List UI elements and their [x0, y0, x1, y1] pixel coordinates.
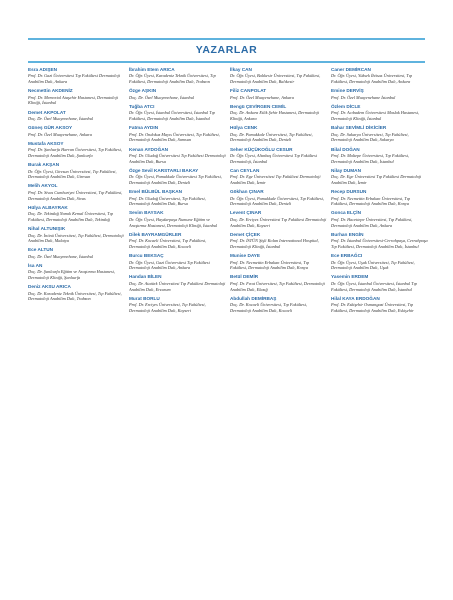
- author-name: Hülya CENK: [230, 125, 258, 131]
- author-affiliation: Prof. Dr. Maltepe Üniversitesi, Tıp Fakültesi, Dermatoloji Anabilim Dalı, İstanbul: [331, 152, 410, 164]
- author-entry: [331, 253, 428, 271]
- author-affiliation: Prof. Dr. Necmettin Erbakan Üniversitesi, Tıp Fakültesi, Dermatoloji Anabilim Dalı, Konya: [230, 259, 310, 271]
- author-entry: [28, 226, 125, 244]
- author-entry: [331, 168, 428, 186]
- author-entry: [129, 88, 226, 100]
- author-affiliation: Prof. Dr. Ege Üniversitesi Tıp Fakültesi Dermatoloji Anabilim Dalı, İzmir: [230, 174, 321, 185]
- author-name: Caner DEMİRCAN: [331, 67, 371, 72]
- author-affiliation: Doç. Dr. Pamukkale Üniversitesi, Tıp Fakültesi, Dermatoloji Anabilim Dalı, Denizli: [230, 131, 313, 143]
- author-affiliation: Prof. Dr. Fırat Üniversitesi, Tıp Fakültesi, Dermatoloji Anabilim Dalı, Elazığ: [230, 280, 325, 292]
- author-affiliation: Dr. Öğr. Üyesi, İstanbul Üniversitesi, İstanbul Tıp Fakültesi, Dermatoloji Anabilim Dalı, İstanbul: [129, 110, 215, 122]
- author-affiliation: Prof. Dr. Uludağ Üniversitesi, Tıp Fakültesi, Dermatoloji Anabilim Dalı, Bursa: [129, 195, 206, 207]
- author-affiliation: Prof. Dr. Gazi Üniversitesi Tıp Fakültesi Dermatoloji Anabilim Dalı, Ankara: [28, 73, 120, 85]
- author-affiliation: Prof. Dr. Özel Muayenehane, Ankara: [230, 94, 294, 100]
- author-name: Demet AKPOLAT: [28, 109, 66, 115]
- author-entry: [230, 296, 327, 314]
- author-name: Deniz AKSU ARICA: [28, 284, 71, 290]
- author-affiliation: Dr. Öğr. Üyesi, Pamukkale Üniversitesi, Tıp Fakültesi, Dermatoloji Anabilim Dalı, Denizli: [230, 195, 324, 207]
- author-name: Emine DERVİŞ: [331, 88, 364, 94]
- author-name: Özlem DİCLE: [331, 103, 361, 109]
- author-name: Hülya ALBAYRAK: [28, 204, 68, 210]
- author-entry: [129, 67, 226, 85]
- author-name: Fatma AYDIN: [129, 125, 159, 131]
- author-entry: [28, 125, 125, 137]
- author-affiliation: Prof. Dr. Necmettin Erbakan Üniversitesi, Tıp Fakültesi, Dermatoloji Anabilim Dalı, Konya: [331, 195, 411, 207]
- author-column: [331, 67, 428, 595]
- author-entry: [331, 189, 428, 207]
- author-name: Özge AŞKIN: [129, 88, 157, 94]
- author-entry: [230, 104, 327, 122]
- author-name: Mustafa AKSOY: [28, 140, 64, 146]
- author-name: Melih AKYOL: [28, 183, 58, 189]
- author-name: Abdullah DEMİRBAŞ: [230, 295, 277, 301]
- author-entry: [230, 67, 327, 85]
- author-affiliation: Prof. Dr. Şanlıurfa Harran Üniversitesi, Tıp Fakültesi, Dermatoloji Anabilim Dalı, Şanlıurfa: [28, 147, 122, 158]
- author-affiliation: Doç. Dr. Şanlıurfa Eğitim ve Araştırma Hastanesi, Dermatoloji Kliniği, Şanlıurfa: [28, 269, 115, 281]
- author-entry: [129, 253, 226, 271]
- author-name: Handan BİLEN: [129, 274, 162, 280]
- author-name: Gonca ELÇİN: [331, 210, 361, 216]
- author-entry: [230, 232, 327, 250]
- author-entry: [28, 88, 125, 106]
- author-entry: [230, 253, 327, 271]
- author-entry: [28, 162, 125, 180]
- author-affiliation: Prof. Dr. Uludağ Üniversitesi Tıp Fakültesi Dermatoloji Anabilim Dalı, Bursa: [129, 152, 226, 164]
- author-columns: [28, 67, 428, 595]
- author-affiliation: Dr. Öğr. Üyesi, Giresun Üniversitesi, Tıp Fakültesi, Dermatoloji Anabilim Dalı, Giresun: [28, 168, 117, 180]
- author-entry: [129, 232, 226, 250]
- author-entry: [331, 125, 428, 143]
- author-entry: [230, 88, 327, 100]
- author-column: [129, 67, 226, 595]
- author-affiliation: Dr. Öğr. Üyesi, İstanbul Üniversitesi, İstanbul Tıp Fakültesi, Dermatoloji Anabilim Dalı, İstanbul: [331, 280, 417, 292]
- author-affiliation: Doç. Dr. İnönü Üniversitesi, Tıp Fakültesi, Dermatoloji Anabilim Dalı, Malatya: [28, 232, 124, 244]
- author-name: Emel BÜLBÜL BAŞKAN: [129, 189, 183, 195]
- author-entry: [331, 274, 428, 292]
- author-affiliation: Doç. Dr. Ege Üniversitesi Tıp Fakültesi Dermatoloji Anabilim Dalı, İzmir: [331, 174, 422, 185]
- author-entry: [129, 296, 226, 314]
- author-entry: [331, 296, 428, 314]
- author-name: Esra ADIŞEN: [28, 67, 58, 72]
- author-entry: [28, 141, 125, 159]
- author-entry: [331, 88, 428, 100]
- author-name: Burcu BEKSAÇ: [129, 253, 164, 259]
- author-name: Seher KÜÇÜKOĞLU CESUR: [230, 146, 293, 152]
- author-name: Yasemin ERDEM: [331, 274, 369, 280]
- author-name: Dilek BAYRAMGÜRLER: [129, 231, 182, 237]
- author-entry: [129, 210, 226, 228]
- author-name: Özge Sevil KARSTARLI BAKAY: [129, 167, 199, 173]
- author-affiliation: Doç. Dr. Ankara Etlik Şehir Hastanesi, Dermatoloji Kliniği, Ankara: [230, 110, 320, 122]
- author-name: Recep DURSUN: [331, 189, 367, 195]
- author-affiliation: Prof. Dr. Memorial Ataşehir Hastanesi, Dermatoloji Kliniği, İstanbul: [28, 94, 118, 106]
- top-rule: [28, 38, 425, 40]
- author-name: İlkay CAN: [230, 67, 252, 72]
- author-entry: [28, 110, 125, 122]
- author-affiliation: Doç. Dr. Özel Muayenehane, İstanbul: [28, 253, 94, 259]
- author-name: Kenan AYDOĞAN: [129, 146, 168, 152]
- author-entry: [331, 104, 428, 122]
- author-affiliation: Dr. Öğr. Üyesi, Balıkesir Üniversitesi, Tıp Fakültesi, Dermatoloji Anabilim Dalı, Balıkesir: [230, 73, 321, 85]
- author-entry: [331, 232, 428, 250]
- author-name: Levent ÇINAR: [230, 210, 262, 216]
- author-affiliation: Prof. Dr. Erciyes Üniversitesi, Tıp Fakültesi, Dermatoloji Anabilim Dalı, Kayseri: [129, 302, 206, 313]
- author-entry: [129, 147, 226, 165]
- author-name: Bengü ÇEVİRGEN CEMİL: [230, 103, 287, 109]
- author-affiliation: Doç. Dr. Karadeniz Teknik Üniversitesi, Tıp Fakültesi, Dermatoloji Anabilim Dalı, Trabzon: [28, 290, 122, 302]
- author-entry: [230, 274, 327, 292]
- author-affiliation: Dr. Öğr. Üyesi, Pamukkale Üniversitesi Tıp Fakültesi, Dermatoloji Anabilim Dalı, Denizli: [129, 174, 222, 185]
- author-affiliation: Prof. Dr. Eskişehir Osmangazi Üniversitesi, Tıp Fakültesi, Dermatoloji Anabilim Dalı, Eskişehir: [331, 302, 414, 313]
- author-entry: [28, 247, 125, 259]
- author-name: İsa AN: [28, 263, 43, 269]
- author-affiliation: Doç. Dr. Tekirdağ Namık Kemal Üniversitesi, Tıp Fakültesi, Dermatoloji Anabilim Dalı, Tekirdağ: [28, 211, 114, 222]
- author-name: Ece ERBAĞCI: [331, 253, 363, 259]
- author-affiliation: Prof. Dr. İstanbul Üniversitesi-Cerrahpaşa, Cerrahpaşa Tıp Fakültesi, Dermatoloji Anabilim Dalı, İstanbul: [331, 238, 428, 249]
- author-entry: [28, 183, 125, 201]
- author-entry: [230, 189, 327, 207]
- author-entry: [28, 67, 125, 85]
- author-name: Tuğba ATCI: [129, 103, 155, 109]
- author-affiliation: Dr. Öğr. Üyesi, Gazi Üniversitesi Tıp Fakültesi Dermatoloji Anabilim Dalı, Ankara: [129, 259, 210, 271]
- author-name: Demet ÇİÇEK: [230, 231, 261, 237]
- title-rule: [28, 61, 425, 63]
- author-name: Munise DAYE: [230, 253, 261, 259]
- author-column: [28, 67, 125, 595]
- author-affiliation: Doç. Dr. Kocaeli Üniversitesi, Tıp Fakültesi, Dermatoloji Anabilim Dalı, Kocaeli: [230, 302, 307, 313]
- author-name: Ece ALTUN: [28, 247, 54, 253]
- author-affiliation: Prof. Dr. Acıbadem Üniversitesi Maslak Hastanesi, Dermatoloji Kliniği, İstanbul: [331, 110, 420, 122]
- author-name: Burak AKŞAN: [28, 162, 60, 168]
- author-entry: [28, 263, 125, 281]
- author-name: Necmettin AKDENİZ: [28, 88, 73, 94]
- author-name: Nilay DUMAN: [331, 167, 361, 173]
- author-entry: [230, 168, 327, 186]
- author-name: Güneş GÜR AKSOY: [28, 125, 73, 131]
- author-column: [230, 67, 327, 595]
- author-affiliation: Prof. Dr. Özel Muayenehane, Ankara: [28, 131, 92, 137]
- author-affiliation: Doç. Dr. Özel Muayenehane, İstanbul: [28, 116, 94, 122]
- author-entry: [129, 125, 226, 143]
- author-affiliation: Prof. Dr. İSTÜN Şişli Kolan International Hospital, Dermatoloji Kliniği, İstanbul: [230, 238, 319, 249]
- author-affiliation: Prof. Dr. Özel Muayenehane İstanbul: [331, 94, 396, 100]
- author-name: Betül DEMİR: [230, 274, 259, 280]
- author-entry: [129, 274, 226, 292]
- author-entry: [230, 125, 327, 143]
- author-affiliation: Prof. Dr. Ondokuz Mayıs Üniversitesi, Tıp Fakültesi, Dermatoloji Anabilim Dalı, Samsun: [129, 131, 220, 143]
- author-entry: [129, 189, 226, 207]
- author-affiliation: Doç. Dr. Özel Muayenehane, İstanbul: [129, 94, 195, 100]
- author-name: Bilal DOĞAN: [331, 146, 360, 152]
- author-affiliation: Dr. Öğr. Üyesi, Uşak Üniversitesi, Tıp Fakültesi, Dermatoloji Anabilim Dalı, Uşak: [331, 259, 415, 271]
- author-name: İbrahim Etem ARICA: [129, 67, 175, 72]
- author-affiliation: Dr. Öğr. Üyesi, Haydarpaşa Numune Eğitim ve Araştırma Hastanesi, Dermatoloji Kliniği, İstanbul: [129, 216, 218, 228]
- author-name: Hilal KAYA ERDOĞAN: [331, 295, 380, 301]
- author-name: Gökhan ÇINAR: [230, 189, 264, 195]
- author-entry: [331, 210, 428, 228]
- author-affiliation: Prof. Dr. Kocaeli Üniversitesi, Tıp Fakültesi, Dermatoloji Anabilim Dalı, Kocaeli: [129, 238, 207, 249]
- author-entry: [129, 168, 226, 186]
- author-affiliation: Doç. Dr. Atatürk Üniversitesi Tıp Fakültesi Dermatoloji Anabilim Dalı, Erzurum: [129, 280, 226, 292]
- author-affiliation: Prof. Dr. Hacettepe Üniversitesi, Tıp Fakültesi, Dermatoloji Anabilim Dalı, Ankara: [331, 216, 413, 228]
- author-name: Bahar SEVİMLİ DİKİCİER: [331, 125, 387, 131]
- author-affiliation: Prof. Dr. Sivas Cumhuriyet Üniversitesi, Tıp Fakültesi, Dermatoloji Anabilim Dalı, Sivas: [28, 189, 123, 201]
- author-entry: [331, 67, 428, 85]
- author-entry: [230, 210, 327, 228]
- author-name: Can CEYLAN: [230, 167, 260, 173]
- author-affiliation: Doç. Dr. Erciyes Üniversitesi Tıp Fakültesi Dermatoloji Anabilim Dalı, Kayseri: [230, 216, 327, 228]
- page-title: YAZARLAR: [195, 44, 258, 56]
- author-name: Burhan ENGİN: [331, 231, 364, 237]
- author-name: Murat BORLU: [129, 295, 160, 301]
- author-name: Sevim BAYSAK: [129, 210, 164, 216]
- author-entry: [331, 147, 428, 165]
- author-affiliation: Doç. Dr. Sakarya Üniversitesi, Tıp Fakültesi, Dermatoloji Anabilim Dalı, Sakarya: [331, 131, 409, 143]
- author-entry: [129, 104, 226, 122]
- author-name: Nihal ALTUNIŞIK: [28, 226, 66, 232]
- author-affiliation: Dr. Öğr. Üyesi, Yüksek İhtisas Üniversitesi, Tıp Fakültesi, Dermatoloji Anabilim Dalı, Ankara: [331, 73, 413, 85]
- author-name: Filiz CANPOLAT: [230, 88, 267, 94]
- author-entry: [28, 284, 125, 302]
- author-entry: [28, 205, 125, 223]
- author-affiliation: Dr. Öğr. Üyesi, Altınbaş Üniversitesi Tıp Fakültesi Dermatoloji, İstanbul: [230, 152, 317, 164]
- author-affiliation: Dr. Öğr. Üyesi, Karadeniz Teknik Üniversitesi, Tıp Fakültesi, Dermatoloji Anabilim Dalı, Trabzon: [129, 73, 216, 85]
- author-entry: [230, 147, 327, 165]
